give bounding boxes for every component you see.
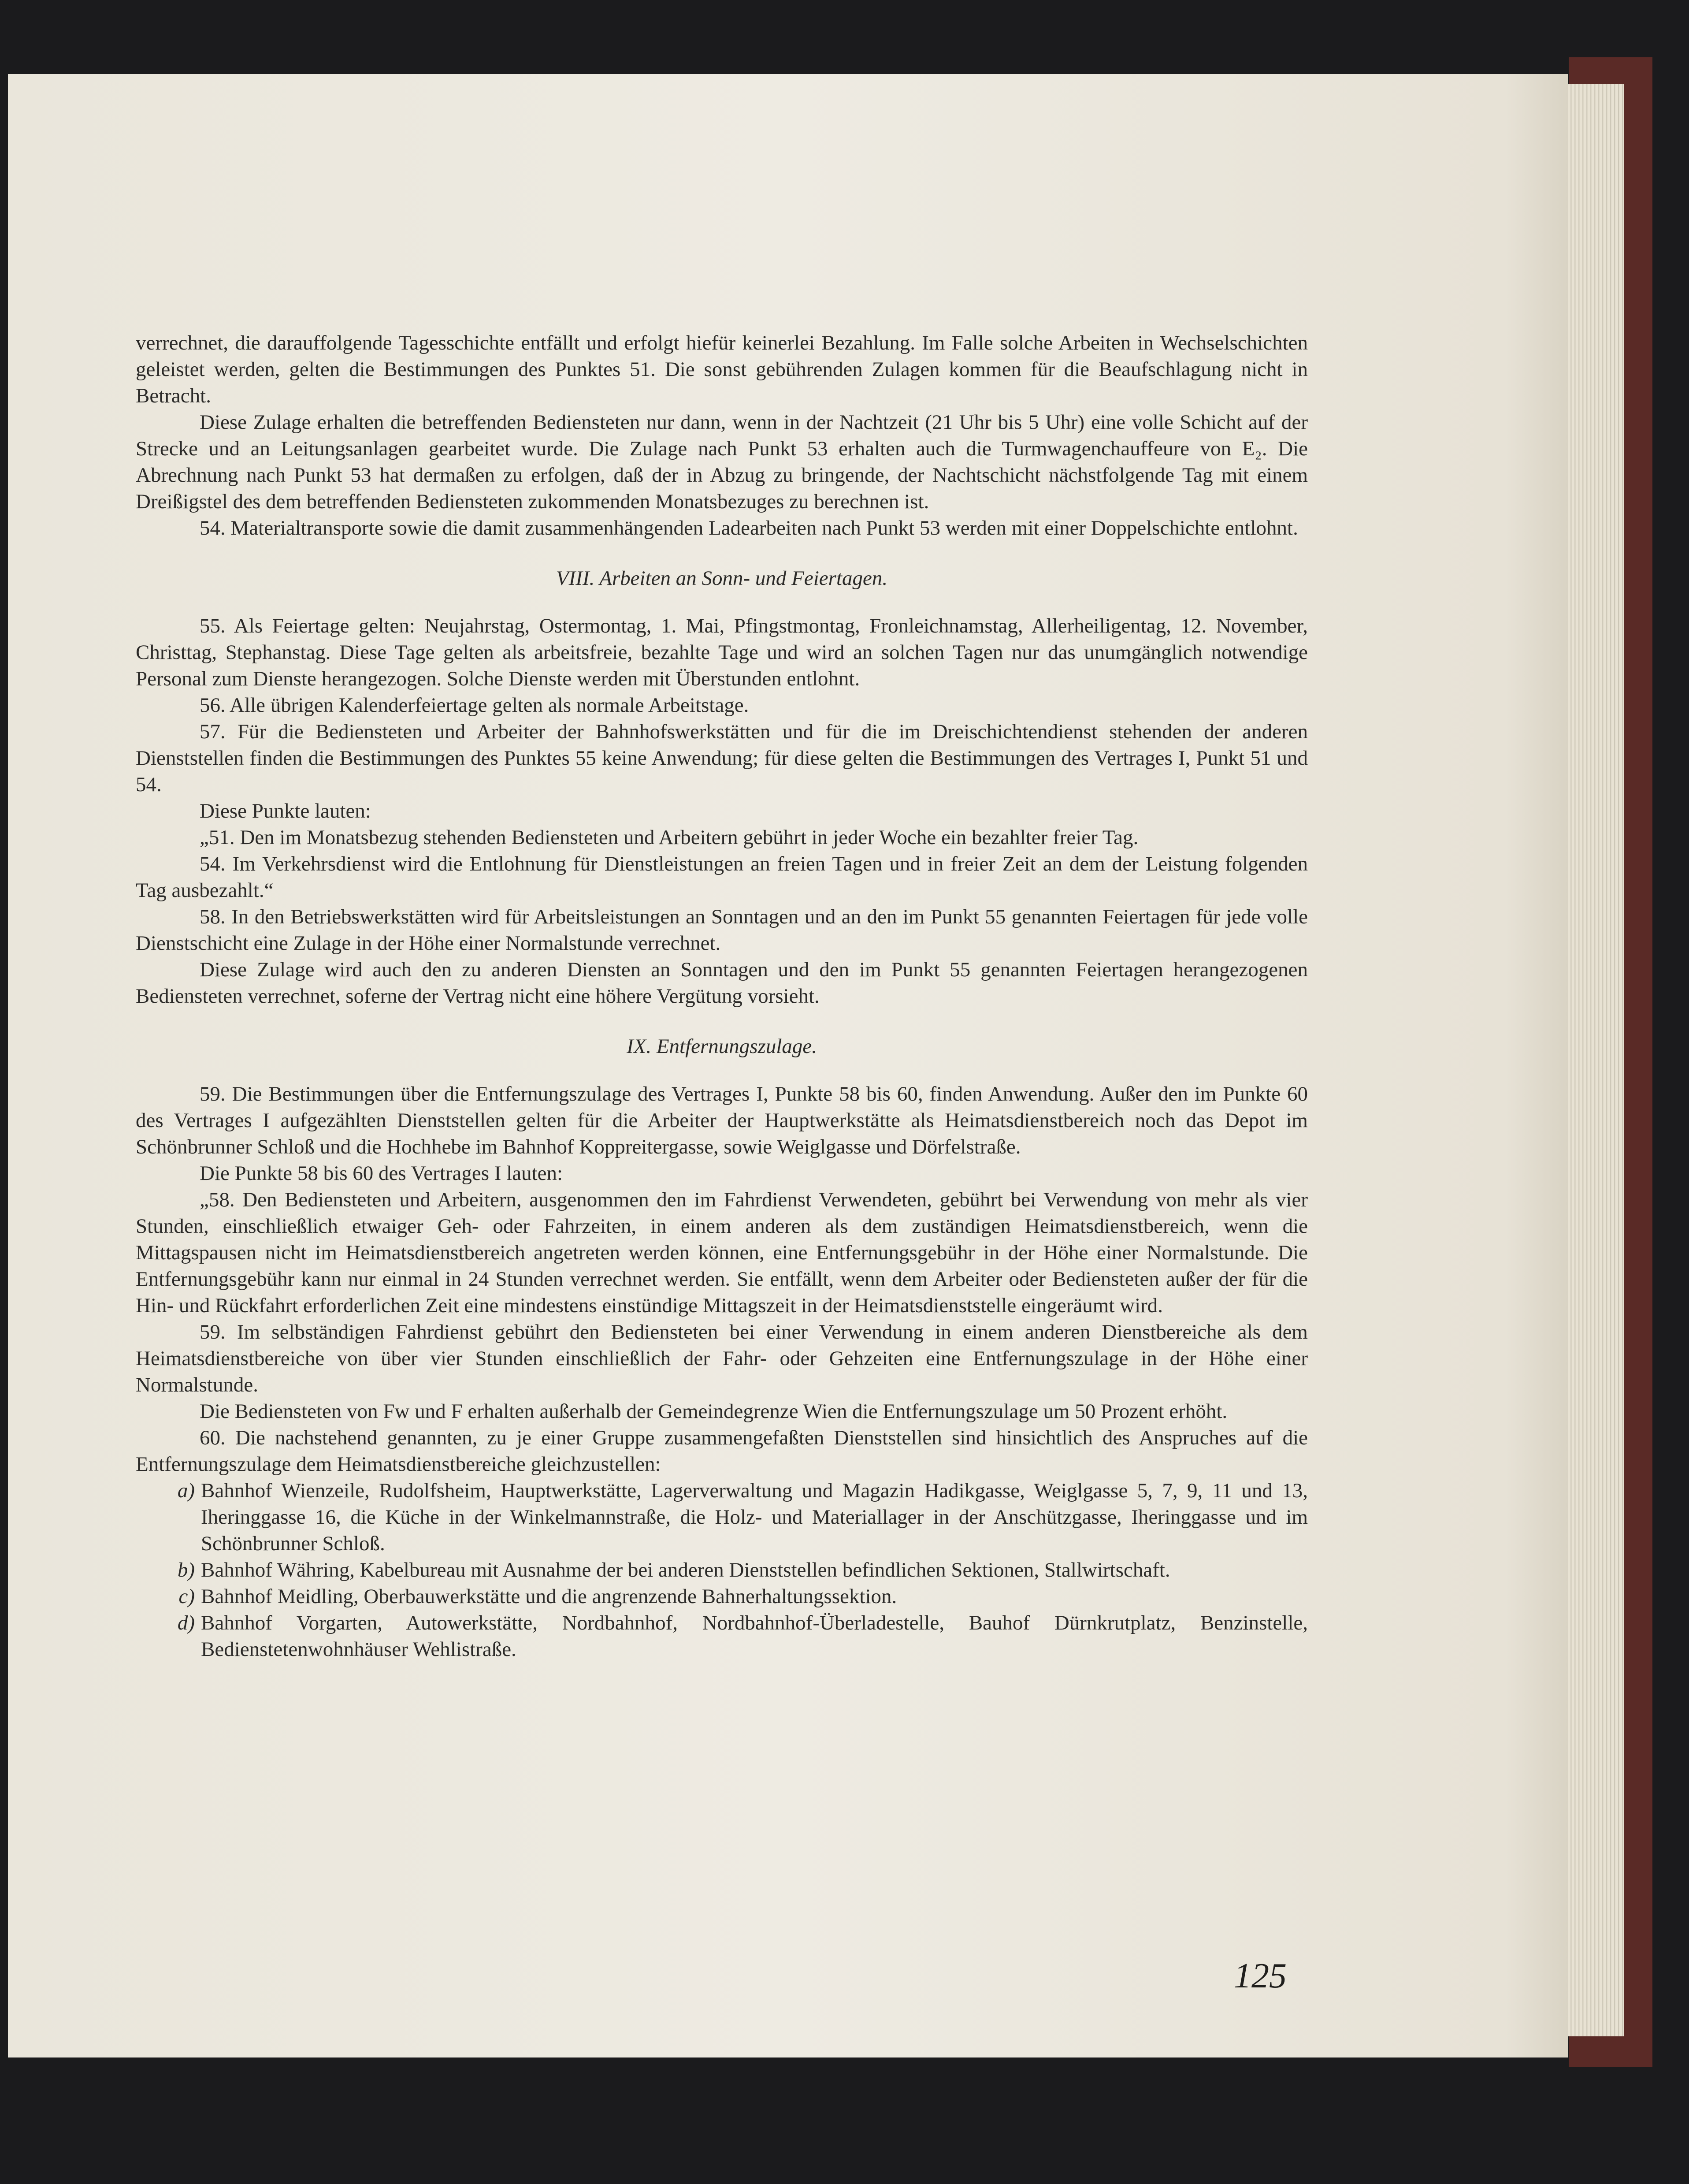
list-item [136,1557,1308,1583]
paragraph: 58. In den Betriebswerkstätten wird für Arbeitsleistungen an Sonntagen und an den im Punkt 55 genannten Feiertagen für jede volle Dienstschicht eine Zulage in der Höhe einer Normalstunde verrechnet. [136,905,1308,955]
list-text: Bahnhof Vorgarten, Autowerkstätte, Nordbahnhof, Nordbahnhof-Überladestelle, Bauhof Dürnkrutplatz, Benzinstelle, Bedienstetenwohnhäuser Wehlistraße. [201,1611,1308,1661]
paragraph: „58. Den Bediensteten und Arbeitern, ausgenommen den im Fahrdienst Verwendeten, gebührt bei Verwendung von mehr als vier Stunden, einschließlich etwaiger Geh- oder Fahrzeiten, in einem anderen als dem zuständigen Heimatsdienstbereich, wenn die Mittagspausen nicht im Heimatsdienstbereich angetreten werden können, eine Entfernungsgebühr in der Höhe einer Normalstunde. Die Entfernungsgebühr kann nur einmal in 24 Stunden verrechnet werden. Sie entfällt, wenn dem Arbeiter oder Bediensteten außer der für die Hin- und Rückfahrt erforderlichen Zeit eine mindestens einstündige Mittagszeit in der Heimatsdienststelle eingeräumt wird. [136,1188,1308,1317]
paragraph: 54. Im Verkehrsdienst wird die Entlohnung für Dienstleistungen an freien Tagen und in freier Zeit an dem der Leistung folgenden Tag ausbezahlt.“ [136,852,1308,902]
paragraph: 57. Für die Bediensteten und Arbeiter der Bahnhofswerkstätten und für die im Dreischichtendienst stehenden der anderen Dienststellen finden die Bestimmungen des Punktes 55 keine Anwendung; für diese gelten die Bestimmungen des Vertrages I, Punkt 51 und 54. [136,720,1308,796]
paragraph: verrechnet, die darauffolgende Tagesschichte entfällt und erfolgt hiefür keinerlei Bezahlung. Im Falle solche Arbeiten in Wechselschichten geleistet werden, gelten die Bestimmungen des Punktes 51. Die sonst gebührenden Zulagen kommen für die Beaufschlagung nicht in Betracht. [136,331,1308,407]
list-item [136,1583,1308,1610]
paragraph: Diese Zulage wird auch den zu anderen Diensten an Sonntagen und den im Punkt 55 genannten Feiertagen herangezogenen Bediensteten verrechnet, soferne der Vertrag nicht eine höhere Vergütung vorsieht. [136,958,1308,1008]
paragraph: 59. Im selbständigen Fahrdienst gebührt den Bediensteten bei einer Verwendung in einem anderen Dienstbereiche als dem Heimatsdienstbereiche von über vier Stunden einschließlich der Fahr- oder Gehzeiten eine Entfernungszulage in der Höhe einer Normalstunde. [136,1321,1308,1396]
paragraph: „51. Den im Monatsbezug stehenden Bediensteten und Arbeitern gebührt in jeder Woche ein bezahlter freier Tag. [200,826,1139,849]
list-text: Bahnhof Währing, Kabelbureau mit Ausnahme der bei anderen Dienststellen befindlichen Sektionen, Stallwirtschaft. [201,1559,1170,1581]
list-marker: d) [177,1611,195,1634]
section-heading: IX. Entfernungszulage. [626,1035,817,1058]
list-marker: a) [177,1479,195,1502]
paragraph: 59. Die Bestimmungen über die Entfernungszulage des Vertrages I, Punkte 58 bis 60, finden Anwendung. Außer den im Punkte 60 des Vertrages I aufgezählten Dienststellen gelten für die Arbeiter der Hauptwerkstätte als Heimatsdienstbereich noch das Depot im Schönbrunner Schloß und die Hochhebe im Bahnhof Koppreitergasse, sowie Weiglgasse und Dörfelstraße. [136,1083,1308,1158]
page-number: 125 [1234,1957,1287,1995]
paragraph: Die Bediensteten von Fw und F erhalten außerhalb der Gemeindegrenze Wien die Entfernungszulage um 50 Prozent erhöht. [200,1400,1228,1423]
list-marker: c) [178,1585,195,1608]
list-text: Bahnhof Meidling, Oberbauwerkstätte und die angrenzende Bahnerhaltungssektion. [201,1585,897,1608]
list-item [136,1477,1308,1557]
list-item [136,1610,1308,1663]
paragraph: Die Punkte 58 bis 60 des Vertrages I lauten: [200,1162,563,1185]
paragraph: 54. Materialtransporte sowie die damit zusammenhängenden Ladearbeiten nach Punkt 53 werden mit einer Doppelschichte entlohnt. [200,517,1298,539]
paragraph: Diese Punkte lauten: [200,800,371,822]
list-text: Bahnhof Wienzeile, Rudolfsheim, Hauptwerkstätte, Lagerverwaltung und Magazin Hadikgasse, Weiglgasse 5, 7, 9, 11 und 13, Iheringgasse 16, die Küche in der Winkelmannstraße, die Holz- und Materiallager in der Anschützgasse, Iheringgasse und im Schönbrunner Schloß. [201,1479,1308,1555]
paragraph: 55. Als Feiertage gelten: Neujahrstag, Ostermontag, 1. Mai, Pfingstmontag, Fronleichnamstag, Allerheiligentag, 12. November, Christtag, Stephanstag. Diese Tage gelten als arbeitsfreie, bezahlte Tage und wird an solchen Tagen nur das unumgänglich notwendige Personal zum Dienste herangezogen. Solche Dienste werden mit Überstunden entlohnt. [136,614,1308,690]
section-heading: VIII. Arbeiten an Sonn- und Feiertagen. [556,567,888,590]
paragraph: 60. Die nachstehend genannten, zu je einer Gruppe zusammengefaßten Dienststellen sind hinsichtlich des Anspruches auf die Entfernungszulage dem Heimatsdienstbereiche gleichzustellen: [136,1426,1308,1476]
book-page [8,74,1568,2057]
paragraph: Diese Zulage erhalten die betreffenden Bediensteten nur dann, wenn in der Nachtzeit (21 Uhr bis 5 Uhr) eine volle Schicht auf der Strecke und an Leitungsanlagen gearbeitet wurde. Die Zulage nach Punkt 53 erhalten auch die Turmwagenchauffeure von E₂. Die Abrechnung nach Punkt 53 hat dermaßen zu erfolgen, daß der in Abzug zu bringende, der Nachtschicht nächstfolgende Tag mit einem Dreißigstel des dem betreffenden Bediensteten zukommenden Monatsbezuges zu berechnen ist. [136,411,1308,513]
text-column [136,330,1308,1934]
list-marker: b) [177,1559,195,1581]
page-stack-edges [1560,84,1624,2036]
paragraph: 56. Alle übrigen Kalenderfeiertage gelten als normale Arbeitstage. [200,694,749,717]
